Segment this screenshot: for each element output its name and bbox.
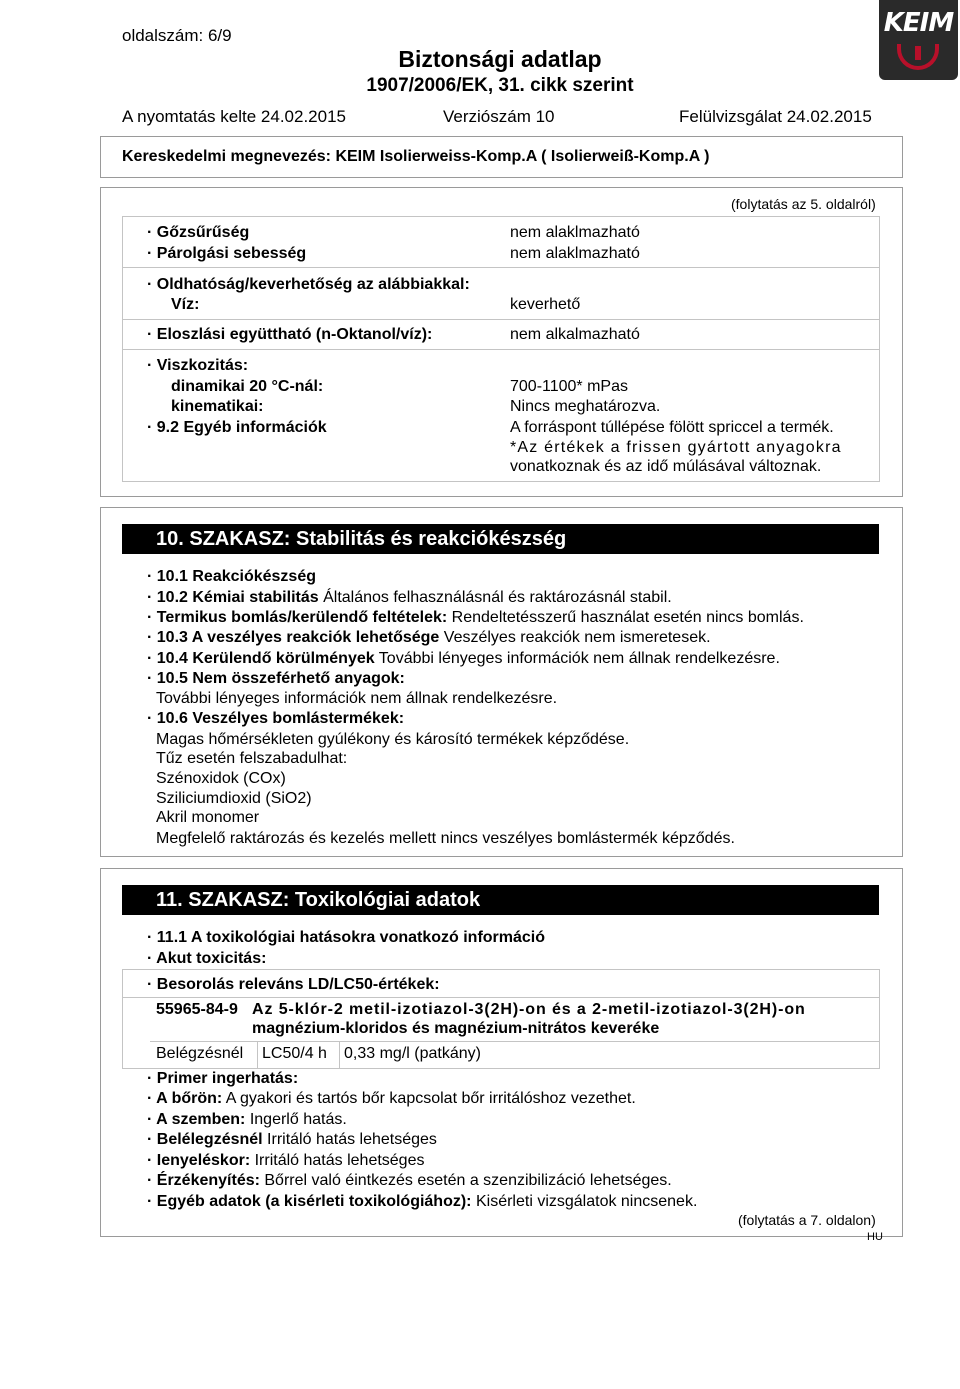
version-number: Verziószám 10 [443,107,555,126]
other-info-line-1: A forráspont túllépése fölött spriccel a termék. [510,419,834,436]
cell-divider [257,1042,258,1068]
document-title: Biztonsági adatlap [398,46,602,72]
language-code: HU [867,1231,883,1243]
logo-dot-icon [915,46,921,60]
s11-line-4: · Primer ingerhatás: [147,1070,299,1087]
s11-line-6-label: · A szemben: [147,1111,246,1128]
s11-line-10-label: · Egyéb adatok (a kisérleti toxikológiához): [147,1193,472,1210]
vapour-density-label: · Gőzsűrűség [147,224,250,241]
section10-heading: 10. SZAKASZ: Stabilitás és reakciókészség [122,524,879,554]
trade-name: Kereskedelmi megnevezés: KEIM Isolierweiss-Komp.A ( Isolierweiß-Komp.A ) [122,148,710,165]
s10-line-8: · 10.6 Veszélyes bomlástermékek: [147,710,405,727]
s10-line-9: Magas hőmérsékleten gyúlékony és károsító termékek képződése. [156,731,630,748]
keim-logo [879,0,958,80]
s11-line-5-text: A gyakori és tartós bőr kapcsolat bőr irritálóshoz vezethet. [222,1090,636,1107]
s11-line-7-text: Irritáló hatás lehetséges [262,1131,437,1148]
continued-from: (folytatás az 5. oldalról) [731,196,876,212]
s11-line-8-label: · Ienyeléskor: [147,1152,251,1169]
s10-line-14: Megfelelő raktározás és kezelés mellett nincs veszélyes bomlástermék képződés. [156,830,735,847]
s11-line-10 [147,1193,697,1211]
s10-line-3 [147,609,804,627]
s11-line-7-label: · Belélegzésnél [147,1131,263,1148]
revision-date: Felülvizsgálat 24.02.2015 [679,107,872,126]
s11-line-3: · Besorolás releváns LD/LC50-értékek: [147,976,440,993]
s10-line-2-text: Általános felhasználásnál és raktározásnál stabil. [318,589,672,606]
s11-line-8 [147,1152,424,1170]
s11-line-1: · 11.1 A toxikológiai hatásokra vonatkozó információ [147,929,546,946]
divider [150,1041,880,1042]
substance-name-1: Az 5-klór-2 metil-izotiazol-3(2H)-on és a 2-metil-izotiazol-3(2H)-on [252,1001,806,1018]
s11-line-10-text: Kisérleti vizsgálatok nincsenek. [471,1193,698,1210]
s11-line-7 [147,1131,437,1149]
s10-line-11: Szénoxidok (COx) [156,770,286,787]
kinematic-viscosity-value: Nincs meghatározva. [510,398,661,415]
toxicity-value: 0,33 mg/l (patkány) [344,1045,481,1062]
s10-line-4 [147,629,711,647]
s10-line-2-label: · 10.2 Kémiai stabilitás [147,589,319,606]
s11-line-9-label: · Érzékenyítés: [147,1172,260,1189]
evaporation-label: · Párolgási sebesség [147,245,307,262]
dynamic-viscosity-value: 700-1100* mPas [510,378,628,395]
viscosity-label: · Viszkozitás: [147,357,249,374]
continued-on: (folytatás a 7. oldalon) [738,1212,876,1228]
s11-line-9 [147,1172,672,1190]
s10-line-1: · 10.1 Reakciókészség [147,568,316,585]
solubility-label: · Oldhatóság/keverhetőség az alábbiakkal: [147,276,470,293]
s11-line-6 [147,1111,347,1129]
kinematic-viscosity-label: kinematikai: [171,398,264,415]
s10-line-5 [147,650,780,668]
water-value: keverhető [510,296,581,313]
water-label: Víz: [171,296,200,313]
partition-value: nem alkalmazható [510,326,640,343]
other-info-line-2: *Az értékek a frissen gyártott anyagokra [510,439,842,456]
s10-line-5-label: · 10.4 Kerülendő körülmények [147,650,375,667]
divider [122,349,880,350]
s10-line-13: Akril monomer [156,809,260,826]
divider [122,319,880,320]
other-info-label: · 9.2 Egyéb információk [147,419,327,436]
s10-line-5-text: További lényeges információk nem állnak rendelkezésre. [374,650,780,667]
s11-line-5 [147,1090,636,1108]
s11-line-2: · Akut toxicitás: [147,950,267,967]
s10-line-10: Tűz esetén felszabadulhat: [156,750,348,767]
s11-line-8-text: Irritáló hatás lehetséges [250,1152,425,1169]
substance-name-2: magnézium-kloridos és magnézium-nitrátos keveréke [252,1020,660,1037]
document-subtitle: 1907/2006/EK, 31. cikk szerint [366,75,634,96]
toxicity-parameter: LC50/4 h [262,1045,327,1062]
exposure-route: Belégzésnél [156,1045,244,1062]
divider [122,997,880,998]
s11-line-6-text: Ingerlő hatás. [245,1111,347,1128]
s11-line-9-text: Bőrrel való éintkezés esetén a szenzibilizáció lehetséges. [259,1172,672,1189]
s10-line-4-label: · 10.3 A veszélyes reakciók lehetősége [147,629,440,646]
page-number: oldalszám: 6/9 [122,26,232,45]
s10-line-4-text: Veszélyes reakciók nem ismeretesek. [439,629,711,646]
s10-line-7: További lényeges információk nem állnak rendelkezésre. [156,690,558,707]
dynamic-viscosity-label: dinamikai 20 °C-nál: [171,378,324,395]
s10-line-3-label: · Termikus bomlás/kerülendő feltételek: [147,609,448,626]
s10-line-2 [147,589,672,607]
cell-divider [339,1042,340,1068]
s10-line-3-text: Rendeltetésszerű használat esetén nincs bomlás. [447,609,804,626]
print-date: A nyomtatás kelte 24.02.2015 [122,107,346,126]
divider [122,267,880,268]
vapour-density-value: nem alaklmazható [510,224,640,241]
partition-label: · Eloszlási együttható (n-Oktanol/víz): [147,326,433,343]
evaporation-value: nem alaklmazható [510,245,640,262]
s11-line-5-label: · A bőrön: [147,1090,223,1107]
cas-number: 55965-84-9 [156,1001,238,1018]
section11-heading: 11. SZAKASZ: Toxikológiai adatok [122,885,879,915]
logo-text: KEIM [883,8,954,38]
s10-line-12: Sziliciumdioxid (SiO2) [156,790,312,807]
other-info-line-3: vonatkoznak és az idő múlásával változnak. [510,458,822,475]
s10-line-6: · 10.5 Nem összeférhető anyagok: [147,670,405,687]
